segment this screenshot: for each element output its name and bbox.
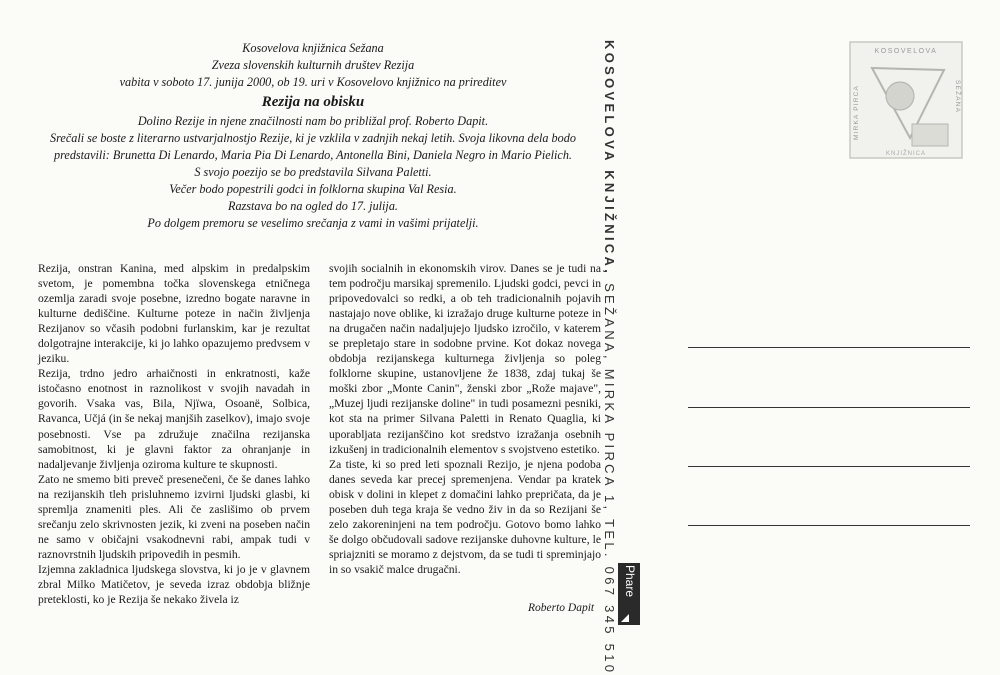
event-title: Rezija na obisku: [261, 94, 365, 110]
invitation-line: vabita v soboto 17. junija 2000, ob 19. uri v Kosovelovo knjižnico na prireditev: [119, 75, 507, 89]
invite-line-2: Srečali se boste z literarno ustvarjalnostjo Rezije, ki je vzklila v zadnjih nekaj letih. Svoja likovna dela bodo: [50, 131, 576, 145]
paragraph: Izjemna zakladnica ljudskega slovstva, ki jo je v glavnem zbral Milko Matičetov, je seveda izraz obdobja bližnje preteklosti, ko je Rezija še nekako živela iz: [38, 562, 310, 607]
paragraph: Rezija, onstran Kanina, med alpskim in predalpskim svetom, je pomembna točka slovenskega etničnega ozemlja zaradi svoje posebne, izredno bogate naravne in kulturne dediščine. Kulturne poteze in način življenja Rezijanov so včasih podobni furlanskim, kar je rezultat dolgotrajne interakcije, ki jo lahko opazujemo predvsem v jeziku.: [38, 262, 310, 366]
stamp-text-left: MIRKA PIRCA: [853, 84, 860, 140]
org-line-2: Zveza slovenskih kulturnih društev Rezija: [211, 58, 415, 72]
invite-line-3: predstavili: Brunetta Di Lenardo, Maria Pia Di Lenardo, Antonella Bini, Daniela Negro in Mario Pielich.: [54, 148, 572, 162]
stamp-text-bottom: KNJIŽNICA: [885, 151, 927, 157]
phare-logo-text: Phare: [623, 565, 637, 598]
stamp-text-right: SEŽANA: [954, 80, 961, 114]
invite-line-7: Po dolgem premoru se veselimo srečanja z vami in vašimi prijatelji.: [147, 216, 479, 230]
address-line-4: [688, 525, 970, 526]
article-column-1: [38, 261, 310, 607]
article-column-2: [329, 261, 601, 577]
invitation-block: [10, 40, 616, 232]
phare-logo: [618, 563, 640, 625]
paragraph: Rezija, trdno jedro arhaičnosti in enkratnosti, kaže istočasno enotnost in raznolikost v svojih navadah in govorih. Vsaka vas, Bila, Njïwa, Osoanë, Solbica, Ravanca, Učjá (in še nekaj manjših zaselkov), imajo svoje posebnosti. Vse pa združuje značilna rezijanska samobitnost, ki je glavni faktor za ohranjanje in nadaljevanje življenja oziroma kulture te skupnosti.: [38, 367, 310, 471]
invite-line-5: Večer bodo popestrili godci in folklorna skupina Val Resia.: [169, 182, 457, 196]
publisher-address: SEŽANA, MIRKA PIRCA 1, TEL. 067 345 510: [602, 276, 617, 675]
org-line-1: Kosovelova knjižnica Sežana: [242, 41, 384, 55]
invite-line-1: Dolino Rezije in njene značilnosti nam bo približal prof. Roberto Dapit.: [137, 114, 489, 128]
signature: Roberto Dapit: [528, 602, 595, 614]
address-line-2: [688, 407, 970, 408]
paragraph: Za tiste, ki so pred leti spoznali Rezijo, je njena podoba danes seveda kar precej spremenjena. Vendar pa kratek obisk v dolini in klepet z domačini lahko prepričata, da je poseben duh tega kraja še vedno živ in da so Rezijani še zelo zakoreninjeni na tem področju. Gotovo bomo lahko še dolgo občudovali sadove rezijanske duhovne kulture, le spriajzniti se moramo z dejstvom, da se tudi ti spreminjajo in so vsakič malce drugačni.: [329, 457, 601, 576]
invite-line-6: Razstava bo na ogled do 17. julija.: [228, 199, 398, 213]
publisher-name: KOSOVELOVA KNJIŽNICA,: [602, 40, 617, 277]
address-line-3: [688, 466, 970, 467]
stamp-text-top: KOSOVELOVA: [874, 48, 938, 55]
paragraph: svojih socialnih in ekonomskih virov. Danes se je tudi na tem področju marsikaj spremenilo. Ljudski godci, pevci in pripovedovalci so redki, a ob teh tradicionalnih pojavih nastajajo nove oblike, ki izražajo druge kulturne poteze in na drugačen način nadaljujejo ljudsko izročilo, v katerem se prepletajo stare in sodobne prvine. Kot dokaz novega obdobja rezijanskega kulturnega življenja so poleg folklorne skupine, ustanovljene že 1838, zdaj tukaj še moški zbor „Monte Canin", ženski zbor „Rože majave", „Muzej ljudi rezijanske doline" in tudi posamezni pesniki, kot sta na primer Silvana Paletti in Renato Quaglia, ki uporabljata rezijanščino kot sredstvo izražanja osebnih izkušenj in tradicionalnih elementov s svojstveno estetiko.: [329, 262, 601, 456]
phare-triangle-icon: [621, 614, 629, 622]
address-line-1: [688, 347, 970, 348]
stamp-building-icon: [912, 124, 948, 146]
postage-stamp: [848, 40, 964, 160]
invite-line-4: S svojo poezijo se bo predstavila Silvana Paletti.: [194, 165, 432, 179]
stamp-portrait-icon: [886, 82, 914, 110]
paragraph: Zato ne smemo biti preveč presenečeni, če še danes lahko na rezijanskih tleh prisluhnemo izvirni ljudski glasbi, ki spremlja znameniti ples. Ali če zaslišimo ob prvem srečanju zelo skrivnosten jezik, ki zveni na poseben način ne samo v običajni vsakodnevni rabi, ampak tudi v raznovrstnih ljudskih pripovedih in pesmih.: [38, 472, 310, 561]
